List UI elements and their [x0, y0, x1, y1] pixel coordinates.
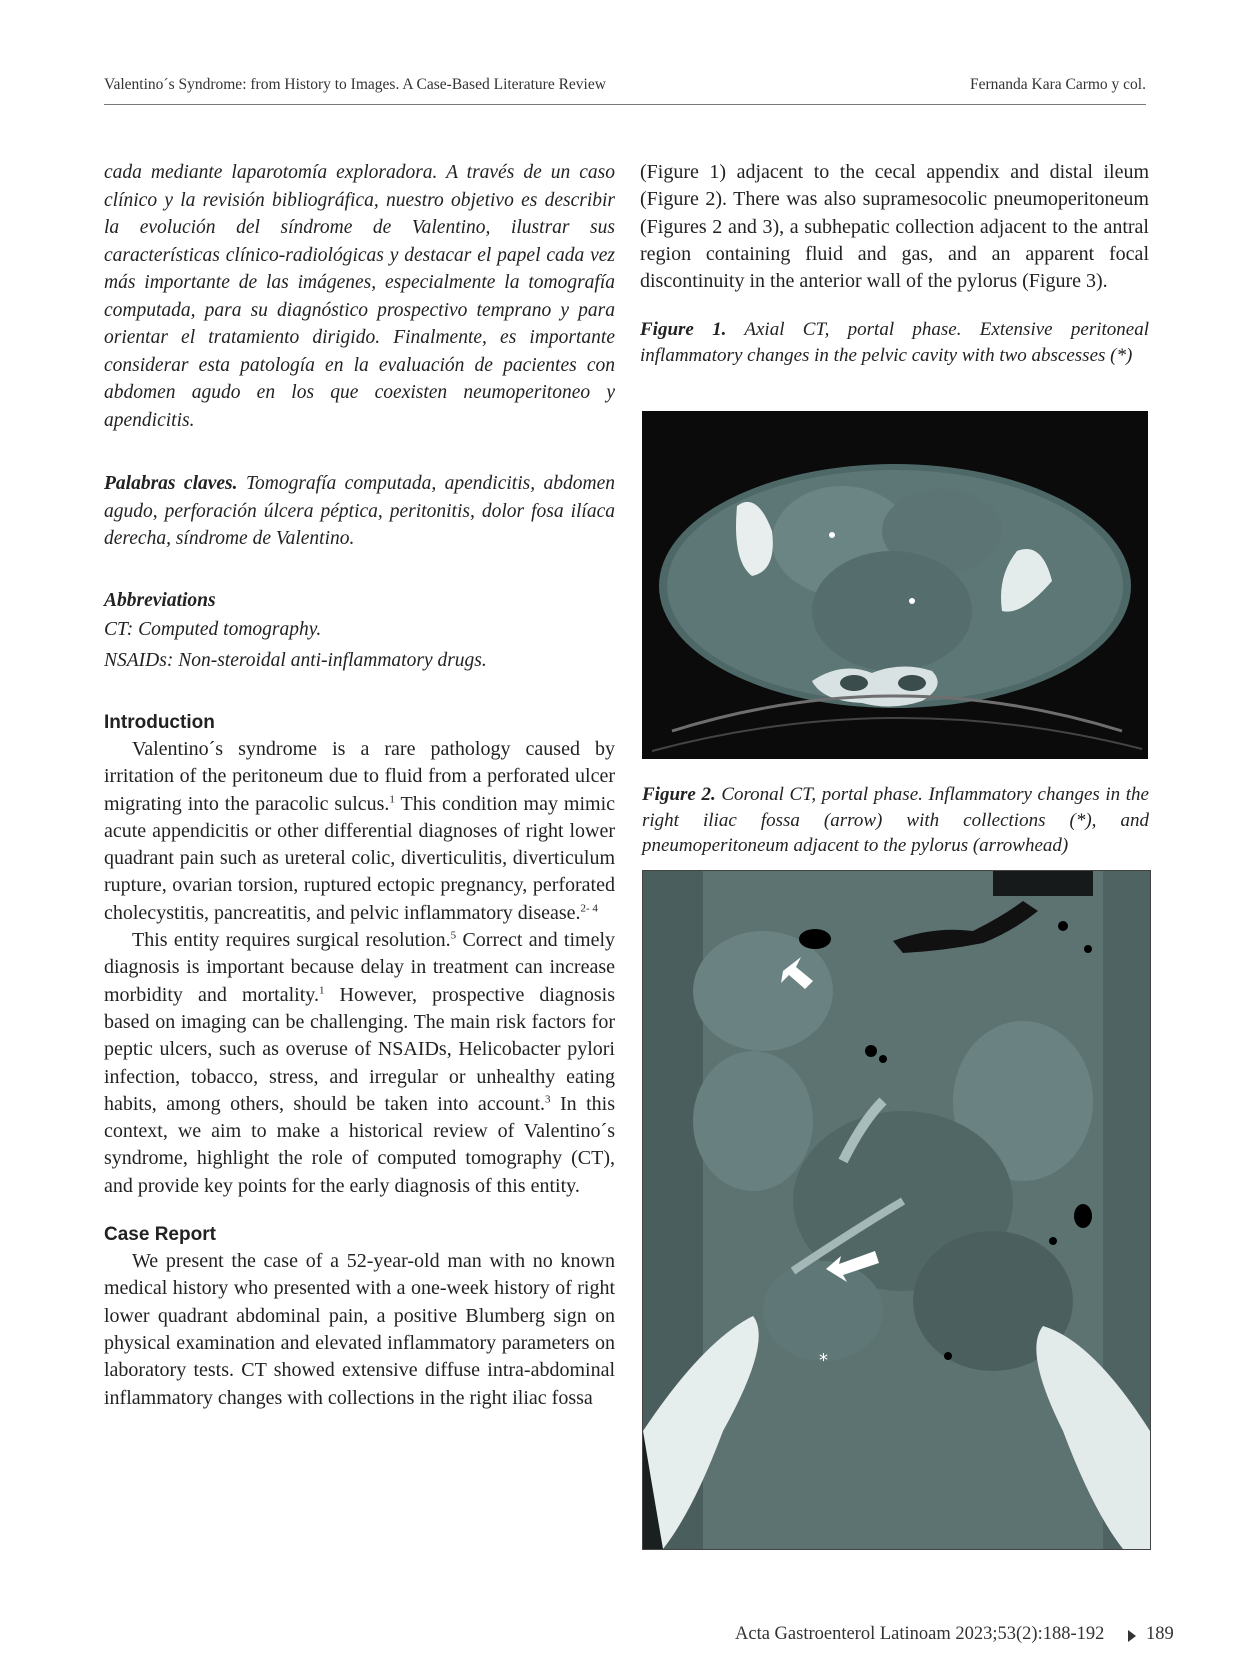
case-report-heading: Case Report — [104, 1224, 216, 1246]
axial-ct-drawing — [642, 411, 1148, 759]
introduction-heading: Introduction — [104, 712, 215, 733]
citation: 5 — [450, 929, 457, 942]
keywords-paragraph — [104, 470, 615, 553]
figure1-axial-ct-image — [642, 411, 1148, 759]
figure2-caption-block — [642, 782, 1149, 859]
figure2-caption — [642, 782, 1149, 859]
citation: 3 — [545, 1093, 551, 1106]
spanish-abstract-continuation: cada mediante laparotomía exploradora. A través de un caso clínico y la revisión bibliográfica, nuestro objetivo es describir la evolución del síndrome de Valentino, ilustrar sus características clínico-radiológicas y destacar el papel cada vez más importante de las imágenes, especialmente la tomografía computada, para su diagnóstico prospectivo temprano y para orientar el tratamiento dirigido. Finalmente, es importante considerar esta patología en la evaluación de pacientes con abdomen agudo en los que coexisten neumoperitoneo y apendicitis. — [104, 162, 615, 431]
figure2-coronal-ct-image — [642, 870, 1151, 1550]
case-report-paragraph: We present the case of a 52-year-old man with no known medical history who presented with a one-week history of right lower quadrant abdominal pain, a positive Blumberg sign on physical examination and elevated inflammatory parameters on laboratory tests. CT showed extensive diffuse intra-abdominal inflammatory changes with collections in the right iliac fossa — [104, 1250, 615, 1409]
keywords-text: Tomografía computada, apendicitis, abdomen agudo, perforación úlcera péptica, peritonitis, dolor fosa ilíaca derecha, síndrome de Valentino. — [104, 473, 615, 549]
citation: 2- 4 — [580, 902, 598, 915]
figure1-caption-text: Axial CT, portal phase. Extensive peritoneal inflammatory changes in the pelvic cavity with two abscesses (*) — [640, 319, 1149, 366]
page-arrow-icon — [1128, 1630, 1136, 1642]
footer-journal-citation: Acta Gastroenterol Latinoam 2023;53(2):188-192 — [735, 1624, 1105, 1644]
introduction-paragraph — [104, 927, 615, 1200]
figure1-label: Figure 1. — [640, 319, 727, 341]
text-run: In this context, we aim to make a historical review of Valentino´s syndrome, highlight the role of computed tomography (CT), and provide key points for the early diagnosis of this entity. — [104, 1092, 615, 1197]
keywords-label: Palabras claves. — [104, 473, 238, 494]
text-run: Valentino´s syndrome is a rare pathology caused by irritation of the peritoneum due to fluid from a perforated ulcer migrating into the paracolic sulcus. — [104, 738, 615, 815]
left-column — [104, 159, 615, 1412]
figure2-label: Figure 2. — [642, 784, 716, 805]
citation: 1 — [389, 792, 395, 805]
case-report-continuation: (Figure 1) adjacent to the cecal appendix and distal ileum (Figure 2). There was also supramesocolic pneumoperitoneum (Figures 2 and 3), a subhepatic collection adjacent to the antral region containing fluid and gas, and an apparent focal discontinuity in the anterior wall of the pylorus (Figure 3). — [640, 161, 1149, 293]
running-authors: Fernanda Kara Carmo y col. — [969, 76, 1146, 93]
page-number: 189 — [1146, 1624, 1174, 1644]
running-header — [104, 74, 1146, 105]
text-run: This entity requires surgical resolution. — [132, 929, 451, 952]
figure2-caption-text: Coronal CT, portal phase. Inflammatory changes in the right iliac fossa (arrow) with collections (*), and pneumoperitoneum adjacent to the pylorus (arrowhead) — [642, 784, 1149, 856]
abbreviations-title: Abbreviations — [104, 589, 216, 611]
collection-asterisk: * — [819, 1350, 828, 1371]
text-run: Correct and timely diagnosis is important because delay in treatment can increase morbidity and mortality. — [104, 929, 615, 1006]
citation: 1 — [318, 984, 325, 997]
running-title: Valentino´s Syndrome: from History to Images. A Case-Based Literature Review — [104, 76, 606, 93]
abbreviation-item: CT: Computed tomography. — [104, 619, 322, 640]
figure1-caption — [640, 317, 1149, 368]
right-column — [640, 159, 1149, 368]
abbreviation-item: NSAIDs: Non-steroidal anti-inflammatory drugs. — [104, 650, 487, 671]
introduction-paragraph — [104, 736, 615, 927]
gas-bubble — [799, 929, 831, 949]
coronal-ct-drawing — [643, 871, 1150, 1549]
text-run: This condition may mimic acute appendicitis or other differential diagnoses of right lower quadrant pain such as ureteral colic, diverticulitis, diverticulum rupture, ovarian torsion, ruptured ectopic pregnancy, perforated cholecystitis, pancreatitis, and pelvic inflammatory disease. — [104, 792, 615, 924]
text-run: However, prospective diagnosis based on imaging can be challenging. The main risk factors for peptic ulcers, such as overuse of NSAIDs, Helicobacter pylori infection, tobacco, stress, and irregular or unhealthy eating habits, among others, should be taken into account. — [104, 983, 615, 1115]
